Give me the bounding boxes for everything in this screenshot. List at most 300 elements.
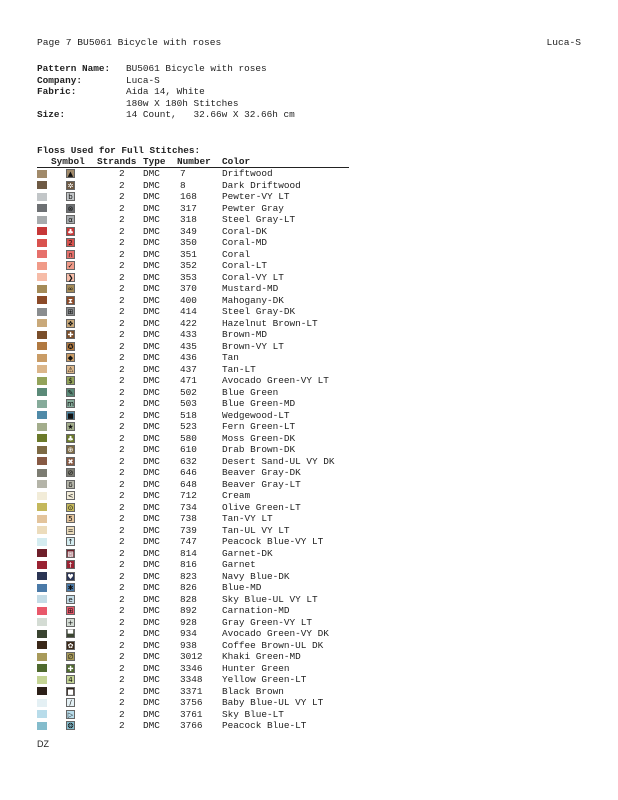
strands-cell: 2 [119,444,125,455]
color-swatch [37,319,47,327]
strands-cell: 2 [119,651,125,662]
color-name-cell: Mahogany-DK [222,294,284,306]
info-row [37,86,295,98]
stitch-symbol-icon: ⊕ [67,446,74,454]
color-name-cell: Steel Gray-DK [222,306,296,317]
info-value: Luca-S [126,74,160,86]
color-name-cell: Coral-MD [222,237,268,248]
table-row [37,467,357,479]
color-swatch [37,515,47,523]
type-cell: DMC [143,708,160,720]
color-swatch [37,296,47,304]
stitch-symbol-icon: ◆ [67,354,74,362]
color-swatch [37,342,47,350]
type-cell: DMC [143,386,160,398]
stitch-symbol-icon: e [66,595,75,604]
type-cell: DMC [143,524,160,536]
color-swatch [37,411,47,419]
stitch-symbol-icon: ✿ [67,641,74,650]
number-cell: 823 [180,570,197,582]
table-row [37,237,357,249]
number-cell: 928 [180,616,197,628]
table-row [37,191,357,203]
info-value: Aida 14, White [126,86,205,98]
color-name-cell: Blue Green [222,386,279,398]
stitch-symbol-icon: ❖ [67,319,74,328]
color-name-cell: Olive Green-LT [222,501,301,513]
table-row [37,456,357,468]
table-row [37,444,357,456]
stitch-symbol-icon: $ [66,376,75,385]
strands-cell: 2 [119,168,125,179]
strands-cell: 2 [119,271,125,283]
table-row [37,490,357,502]
number-cell: 318 [180,214,197,225]
stitch-symbol-icon: ✲ [67,181,74,190]
type-cell: DMC [143,363,160,375]
color-name-cell: Fern Green-LT [222,421,296,432]
table-row [37,260,357,272]
color-name-cell: Baby Blue-UL VY LT [222,697,324,708]
stitch-symbol-icon: ♣ [67,434,74,443]
number-cell: 502 [180,386,197,398]
color-swatch [37,262,47,270]
strands-cell: 2 [119,628,125,639]
stitch-symbol-icon: ∕ [66,698,75,707]
stitch-symbol-icon: + [67,618,74,627]
number-cell: 3761 [180,708,203,720]
type-cell: DMC [143,329,160,340]
number-cell: 632 [180,455,197,467]
stitch-symbol-icon: ✪ [67,342,74,351]
color-swatch [37,181,47,189]
section-title: Floss Used for Full Stitches: [37,145,201,156]
strands-cell: 2 [119,237,125,248]
type-cell: DMC [143,720,160,731]
col-color: Color [222,156,251,167]
table-row [37,513,357,525]
strands-cell: 2 [119,432,125,444]
strands-cell: 2 [119,467,125,478]
color-swatch [37,354,47,362]
strands-cell: 2 [119,501,125,513]
info-label: Size: [37,109,66,121]
color-name-cell: Coral-DK [222,225,268,237]
strands-cell: 2 [119,455,125,467]
number-cell: 3348 [180,674,203,685]
table-row [37,341,357,353]
stitch-symbol-icon: † [66,560,75,569]
stitch-symbol-icon: ■ [67,687,74,696]
color-swatch [37,538,47,546]
type-cell: DMC [143,444,160,455]
info-label: Company: [37,74,83,86]
color-swatch [37,526,47,534]
table-row [37,720,357,732]
col-strands: Strands [97,156,137,167]
stitch-symbol-icon: ✎ [67,388,74,397]
strands-cell: 2 [119,375,125,386]
color-name-cell: Steel Gray-LT [222,214,296,225]
color-name-cell: Black Brown [222,685,284,697]
col-symbol: Symbol [51,156,85,167]
color-swatch [37,434,47,442]
type-cell: DMC [143,478,160,490]
strands-cell: 2 [119,570,125,582]
color-swatch [37,227,47,235]
color-swatch [37,572,47,580]
color-swatch [37,630,47,638]
type-cell: DMC [143,616,160,628]
number-cell: 712 [180,490,197,501]
info-value: BU5061 Bicycle with roses [126,63,267,74]
color-swatch [37,204,47,212]
stitch-symbol-icon: α [66,215,75,224]
table-row [37,433,357,445]
table-row [37,571,357,583]
number-cell: 422 [180,317,197,329]
table-row [37,548,357,560]
type-cell: DMC [143,340,160,352]
type-cell: DMC [143,191,160,202]
type-cell: DMC [143,674,160,685]
color-name-cell: Moss Green-DK [222,432,296,444]
strands-cell: 2 [119,547,125,559]
stitch-symbol-icon: ✖ [67,457,74,466]
type-cell: DMC [143,248,160,260]
number-cell: 503 [180,398,197,409]
number-cell: 352 [180,260,197,271]
color-name-cell: Dark Driftwood [222,179,301,191]
table-row [37,180,357,192]
type-cell: DMC [143,582,160,593]
stitch-symbol-icon: ⧗ [66,296,75,305]
color-name-cell: Blue Green-MD [222,398,296,409]
table-row [37,559,357,571]
stitch-symbol-icon: ★ [67,423,74,431]
type-cell: DMC [143,225,160,237]
type-cell: DMC [143,306,160,317]
color-name-cell: Gray Green-VY LT [222,616,313,628]
color-name-cell: Coral-LT [222,260,268,271]
table-row [37,697,357,709]
number-cell: 3371 [180,685,203,697]
info-value: 14 Count, 32.66w X 32.66h cm [126,109,295,121]
type-cell: DMC [143,214,160,225]
type-cell: DMC [143,409,160,421]
table-row [37,628,357,640]
type-cell: DMC [143,317,160,329]
table-row [37,364,357,376]
page-footer: DZ [37,739,49,749]
number-cell: 7 [180,168,186,179]
strands-cell: 2 [119,329,125,340]
info-row [37,75,295,87]
stitch-symbol-icon: ⚠ [67,365,74,374]
color-name-cell: Brown-MD [222,329,268,340]
color-name-cell: Garnet [222,559,256,570]
color-name-cell: Avocado Green-VY LT [222,375,329,386]
color-swatch [37,653,47,661]
table-row [37,375,357,387]
type-cell: DMC [143,352,160,363]
color-swatch [37,618,47,626]
table-row [37,318,357,330]
color-swatch [37,285,47,293]
strands-cell: 2 [119,248,125,260]
color-name-cell: Tan-LT [222,363,256,375]
type-cell: DMC [143,455,160,467]
info-label [37,98,126,110]
number-cell: 934 [180,628,197,639]
color-swatch [37,503,47,511]
info-value: 180w X 180h Stitches [126,97,239,109]
type-cell: DMC [143,697,160,708]
number-cell: 816 [180,559,197,570]
color-swatch [37,710,47,718]
strands-cell: 2 [119,317,125,329]
color-swatch [37,400,47,408]
strands-cell: 2 [119,697,125,708]
stitch-symbol-icon: ∅ [67,653,74,661]
strands-cell: 2 [119,340,125,352]
color-name-cell: Driftwood [222,168,273,179]
info-row [37,98,295,110]
table-row [37,329,357,341]
color-swatch [37,722,47,730]
stitch-symbol-icon: 2 [66,238,75,247]
table-row [37,387,357,399]
strands-cell: 2 [119,478,125,490]
table-row [37,214,357,226]
number-cell: 3766 [180,720,203,731]
color-name-cell: Desert Sand-UL VY DK [222,455,335,467]
table-row [37,594,357,606]
table-row [37,272,357,284]
color-swatch [37,331,47,339]
color-swatch [37,423,47,431]
type-cell: DMC [143,375,160,386]
table-row [37,479,357,491]
table-row [37,502,357,514]
number-cell: 747 [180,536,197,547]
number-cell: 168 [180,191,197,202]
strands-cell: 2 [119,536,125,547]
table-row [37,168,357,180]
table-row [37,226,357,238]
color-name-cell: Pewter-VY LT [222,191,290,202]
type-cell: DMC [143,639,160,651]
table-row [37,605,357,617]
stitch-symbol-icon: ❯ [67,273,74,282]
stitch-symbol-icon: < [67,492,74,500]
table-row [37,249,357,261]
strands-cell: 2 [119,398,125,409]
number-cell: 523 [180,421,197,432]
color-name-cell: Tan-VY LT [222,513,273,524]
strands-cell: 2 [119,616,125,628]
color-swatch [37,446,47,454]
color-name-cell: Khaki Green-MD [222,651,301,662]
type-cell: DMC [143,179,160,191]
number-cell: 351 [180,248,197,260]
color-swatch [37,216,47,224]
stitch-symbol-icon: ✓ [67,262,74,270]
color-swatch [37,388,47,396]
color-name-cell: Brown-VY LT [222,340,284,352]
color-swatch [37,457,47,465]
strands-cell: 2 [119,294,125,306]
number-cell: 433 [180,329,197,340]
type-cell: DMC [143,421,160,432]
stitch-symbol-icon: ♣ [67,227,74,236]
stitch-symbol-icon: ✚ [67,664,74,673]
strands-cell: 2 [119,409,125,421]
stitch-symbol-icon: ⊙ [67,503,74,512]
strands-cell: 2 [119,513,125,524]
color-name-cell: Mustard-MD [222,283,279,294]
color-swatch [37,561,47,569]
pattern-info [37,63,295,121]
type-cell: DMC [143,398,160,409]
number-cell: 353 [180,271,197,283]
color-swatch [37,365,47,373]
color-name-cell: Garnet-DK [222,547,273,559]
number-cell: 414 [180,306,197,317]
stitch-symbol-icon: ▷ [67,710,74,719]
strands-cell: 2 [119,352,125,363]
number-cell: 518 [180,409,197,421]
color-swatch [37,676,47,684]
type-cell: DMC [143,237,160,248]
number-cell: 580 [180,432,197,444]
table-row [37,617,357,629]
strands-cell: 2 [119,421,125,432]
color-name-cell: Hunter Green [222,662,290,674]
strands-cell: 2 [119,559,125,570]
table-row [37,651,357,663]
stitch-symbol-icon: ⊘ [67,469,74,477]
strands-cell: 2 [119,179,125,191]
strands-cell: 2 [119,708,125,720]
type-cell: DMC [143,536,160,547]
stitch-symbol-icon: ▀ [67,630,74,638]
number-cell: 3012 [180,651,203,662]
stitch-symbol-icon: 5 [66,514,75,523]
color-name-cell: Peacock Blue-LT [222,720,307,731]
color-name-cell: Sky Blue-LT [222,708,284,720]
color-swatch [37,607,47,615]
color-swatch [37,250,47,258]
strands-cell: 2 [119,191,125,202]
table-row [37,203,357,215]
color-swatch [37,687,47,695]
col-number: Number [177,156,211,167]
type-cell: DMC [143,202,160,214]
number-cell: 435 [180,340,197,352]
table-row [37,410,357,422]
number-cell: 826 [180,582,197,593]
type-cell: DMC [143,513,160,524]
type-cell: DMC [143,628,160,639]
color-name-cell: Beaver Gray-LT [222,478,301,490]
stitch-symbol-icon: ■ [67,411,74,420]
type-cell: DMC [143,547,160,559]
color-swatch [37,699,47,707]
color-name-cell: Coffee Brown-UL DK [222,639,324,651]
color-name-cell: Coral [222,248,251,260]
type-cell: DMC [143,467,160,478]
strands-cell: 2 [119,283,125,294]
type-cell: DMC [143,283,160,294]
type-cell: DMC [143,294,160,306]
stitch-symbol-icon: ∞ [67,285,74,293]
number-cell: 350 [180,237,197,248]
number-cell: 437 [180,363,197,375]
number-cell: 610 [180,444,197,455]
strands-cell: 2 [119,225,125,237]
color-name-cell: Yellow Green-LT [222,674,307,685]
color-name-cell: Cream [222,490,251,501]
color-swatch [37,469,47,477]
color-swatch [37,193,47,201]
stitch-symbol-icon: ⊞ [67,308,74,316]
strands-cell: 2 [119,685,125,697]
type-cell: DMC [143,501,160,513]
stitch-symbol-icon: ✚ [67,331,74,339]
stitch-symbol-icon: ♥ [67,572,74,581]
stitch-symbol-icon: ▩ [67,549,74,558]
color-swatch [37,239,47,247]
number-cell: 814 [180,547,197,559]
table-row [37,640,357,652]
number-cell: 828 [180,593,197,605]
strands-cell: 2 [119,605,125,616]
number-cell: 739 [180,524,197,536]
color-name-cell: Carnation-MD [222,605,290,616]
number-cell: 3346 [180,662,203,674]
info-label: Fabric: [37,86,77,98]
table-row [37,709,357,721]
type-cell: DMC [143,605,160,616]
color-name-cell: Tan-UL VY LT [222,524,290,536]
number-cell: 370 [180,283,197,294]
number-cell: 938 [180,639,197,651]
strands-cell: 2 [119,202,125,214]
stitch-symbol-icon: ⊞ [67,607,74,615]
stitch-symbol-icon: = [67,526,74,535]
color-name-cell: Wedgewood-LT [222,409,290,421]
table-header [37,156,349,168]
strands-cell: 2 [119,674,125,685]
strands-cell: 2 [119,662,125,674]
number-cell: 646 [180,467,197,478]
table-row [37,674,357,686]
strands-cell: 2 [119,306,125,317]
type-cell: DMC [143,168,160,179]
type-cell: DMC [143,593,160,605]
table-row [37,582,357,594]
color-swatch [37,492,47,500]
strands-cell: 2 [119,524,125,536]
page-header-company: Luca-S [546,37,581,48]
color-swatch [37,584,47,592]
type-cell: DMC [143,651,160,662]
number-cell: 648 [180,478,197,490]
color-swatch [37,273,47,281]
color-name-cell: Pewter Gray [222,202,284,214]
color-name-cell: Navy Blue-DK [222,570,290,582]
